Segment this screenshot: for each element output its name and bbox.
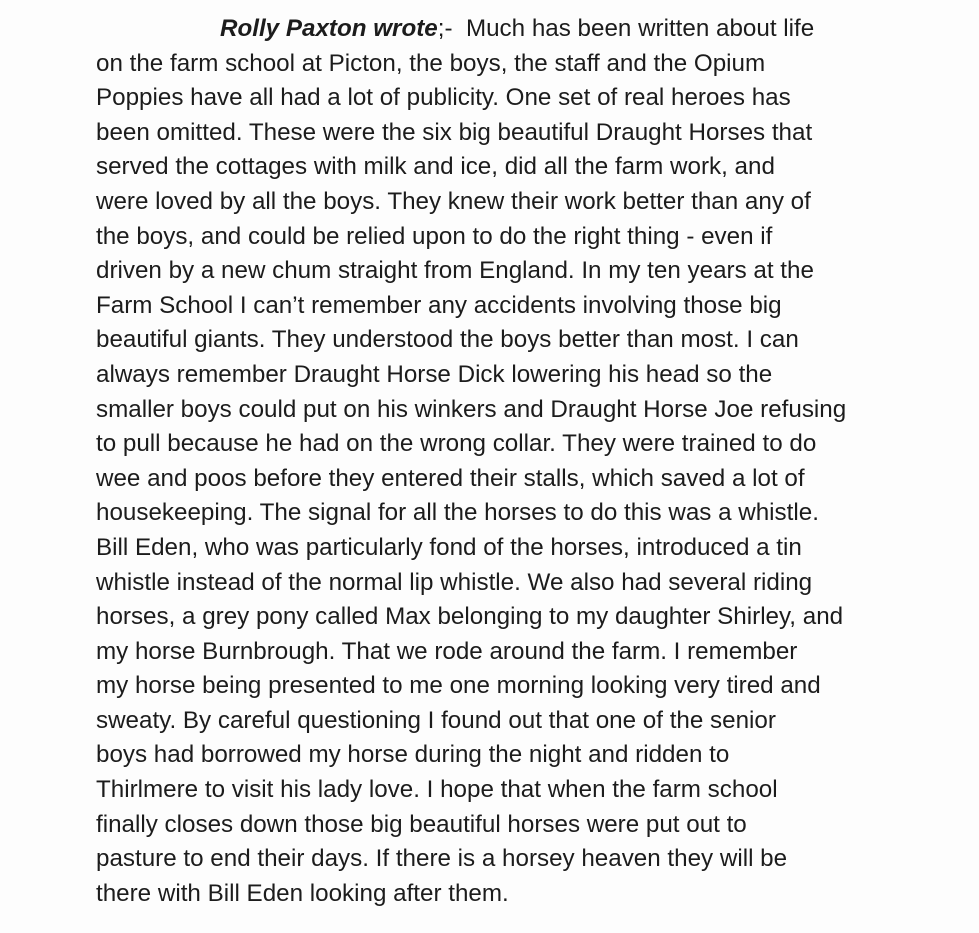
author-suffix: ;- (437, 15, 453, 42)
letter-line: sweaty. By careful questioning I found out that one of the senior (96, 706, 776, 734)
letter-line: served the cottages with milk and ice, did all the farm work, and (96, 153, 775, 181)
letter-line: housekeeping. The signal for all the horses to do this was a whistle. (96, 499, 819, 527)
letter-line: Thirlmere to visit his lady love. I hope that when the farm school (96, 776, 778, 804)
letter-line: always remember Draught Horse Dick lowering his head so the (96, 360, 773, 388)
letter-line: to pull because he had on the wrong collar. They were trained to do (96, 430, 817, 458)
letter-line: pasture to end their days. If there is a horsey heaven they will be (96, 845, 788, 873)
letter-line: Poppies have all had a lot of publicity. One set of real heroes has (96, 84, 791, 112)
letter-line: on the farm school at Picton, the boys, the staff and the Opium (96, 49, 766, 77)
letter-text (96, 12, 966, 911)
letter-line: boys had borrowed my horse during the night and ridden to (96, 741, 730, 769)
letter-line: were loved by all the boys. They knew their work better than any of (96, 187, 811, 215)
letter-line: Bill Eden, who was particularly fond of the horses, introduced a tin (96, 533, 802, 561)
first-line-text: Much has been written about life (452, 15, 815, 42)
letter-line: finally closes down those big beautiful horses were put out to (96, 810, 747, 838)
author-name: Rolly Paxton wrote (220, 15, 438, 42)
letter-line: driven by a new chum straight from England. In my ten years at the (96, 257, 814, 285)
letter-line: Farm School I can’t remember any accidents involving those big (96, 291, 782, 319)
letter-line: my horse Burnbrough. That we rode around the farm. I remember (96, 637, 798, 665)
letter-line: horses, a grey pony called Max belonging to my daughter Shirley, and (96, 603, 844, 631)
letter-line: my horse being presented to me one morning looking very tired and (96, 672, 821, 700)
letter-line: there with Bill Eden looking after them. (96, 879, 509, 907)
letter-line: been omitted. These were the six big beautiful Draught Horses that (96, 118, 813, 146)
letter-line: the boys, and could be relied upon to do the right thing - even if (96, 222, 773, 250)
letter-line: wee and poos before they entered their stalls, which saved a lot of (96, 464, 805, 492)
letter-line: smaller boys could put on his winkers and Draught Horse Joe refusing (96, 395, 847, 423)
letter-line: whistle instead of the normal lip whistle. We also had several riding (96, 568, 813, 596)
letter-line: beautiful giants. They understood the boys better than most. I can (96, 326, 799, 354)
letter-line (96, 12, 966, 47)
